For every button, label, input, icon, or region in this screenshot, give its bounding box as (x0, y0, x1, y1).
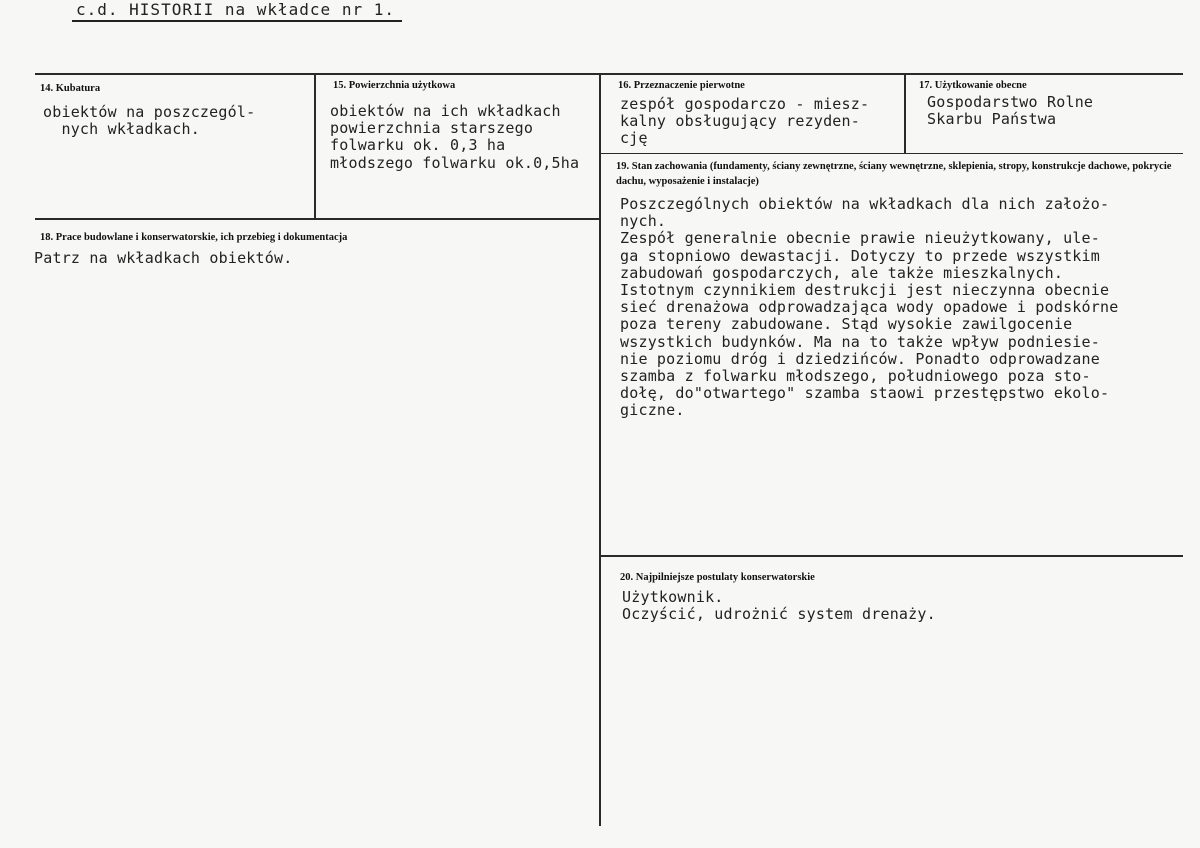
section-15-text: obiektów na ich wkładkach powierzchnia starszego folwarku ok. 0,3 ha młodszego folwarku ok.0,5ha (330, 102, 580, 172)
section-17-text: Gospodarstwo Rolne Skarbu Państwa (927, 93, 1094, 129)
header-underline (72, 20, 402, 22)
section-19-text: Poszczególnych obiektów na wkładkach dla nich założo- nych. Zespół generalnie obecnie prawie nieużytkowany, ule- ga stopniowo dewastacji. Dotyczy to przede wszystkim zabudowań gospodarczych, ale także mieszkalnych. Istotnym czynnikiem destrukcji jest nieczynna obecnie sieć drenażowa odprowadzająca wody opadowe i podskórne poza tereny zabudowane. Stąd wysokie zawilgocenie wszystkich budynków. Ma na to także wpływ podniesie- nie poziomu dróg i dziedzińców. Ponadto odprowadzane szamba z folwarku młodszego, południowego poza sto- dołę, do"otwartego" szamba staowi przestępstwo ekolo- giczne. (620, 195, 1119, 420)
divider-15-16 (599, 73, 601, 826)
section-14-label: 14. Kubatura (40, 83, 101, 94)
top-rule (35, 73, 1183, 75)
section-19-label: 19. Stan zachowania (fundamenty, ściany zewnętrzne, ściany wewnętrzne, sklepienia, stropy, konstrukcje dachowe, pokrycie dachu, wyposażenie i instalacje) (616, 161, 1172, 187)
rule-above-20 (601, 555, 1183, 557)
section-17-label: 17. Użytkowanie obecne (919, 80, 1027, 91)
section-16-label: 16. Przeznaczenie pierwotne (618, 80, 745, 91)
section-15-label: 15. Powierzchnia użytkowa (333, 80, 456, 91)
section-18-text: Patrz na wkładkach obiektów. (34, 249, 293, 267)
divider-14-15 (314, 73, 316, 219)
section-20-text: Użytkownik. Oczyścić, udrożnić system drenaży. (622, 588, 936, 624)
section-18-label: 18. Prace budowlane i konserwatorskie, ich przebieg i dokumentacja (40, 232, 348, 243)
rule-above-19 (601, 153, 1183, 154)
section-20-label: 20. Najpilniejsze postulaty konserwatorskie (620, 572, 815, 583)
rule-above-18 (35, 218, 601, 220)
section-14-text: obiektów na poszczegól- nych wkładkach. (43, 103, 256, 139)
divider-16-17 (904, 73, 906, 153)
section-16-text: zespół gospodarczo - miesz- kalny obsługujący rezyden- cję (620, 95, 870, 148)
continuation-header: c.d. HISTORII na wkładce nr 1. (76, 0, 395, 19)
